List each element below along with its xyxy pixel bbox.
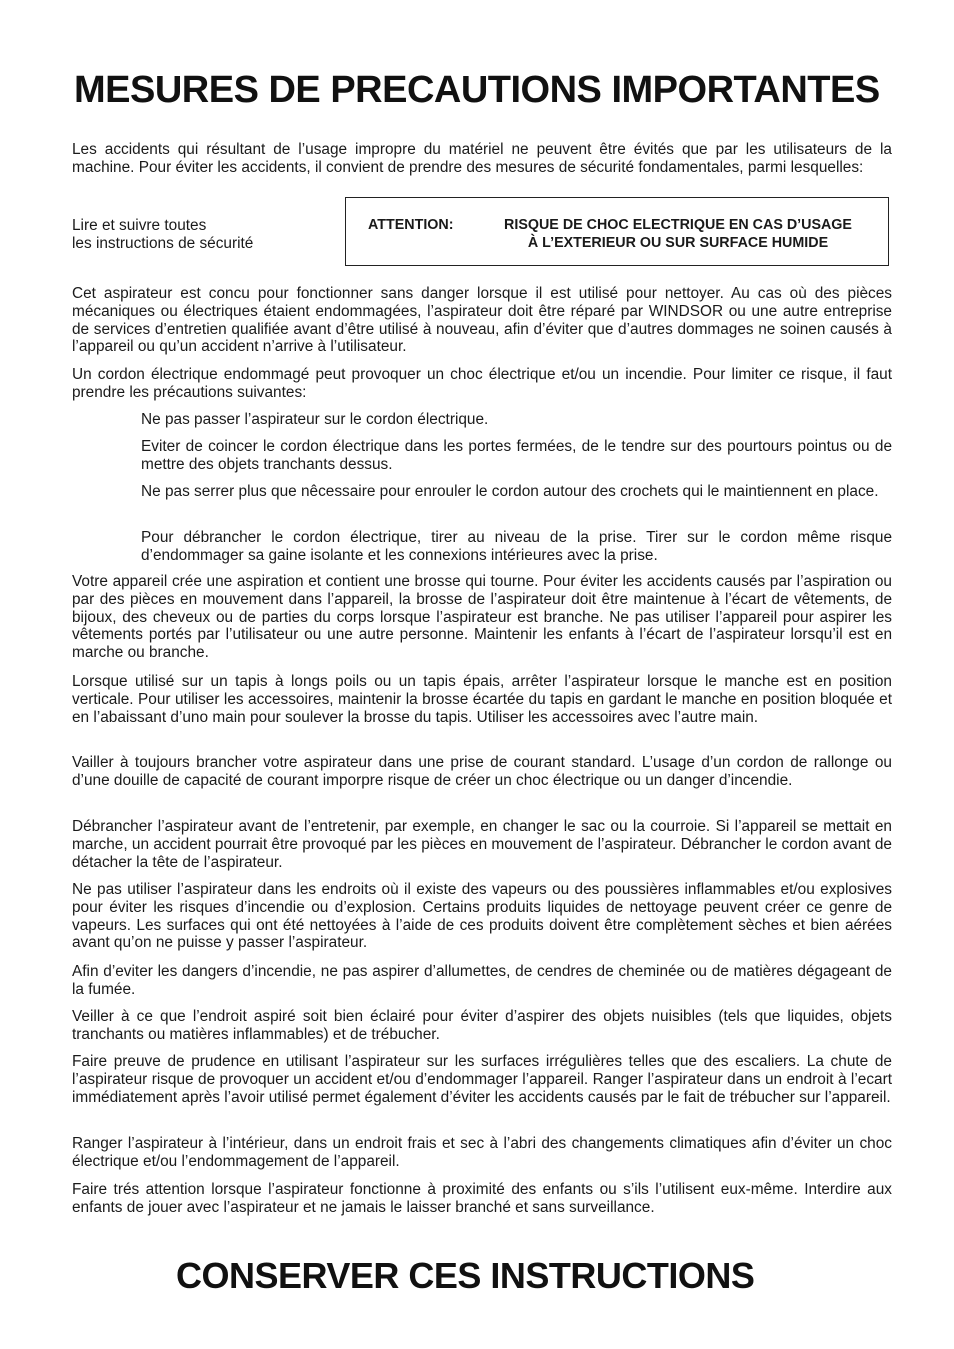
sub-item-cord-1: Ne pas passer l’aspirateur sur le cordon électrique. [141,411,489,428]
paragraph-design: Cet aspirateur est concu pour fonctionner sans danger lorsque il est utilisé pour nettoyer. Au cas où des pièces mécaniques ou électriques étaient endommagées, l’aspirateur doit être réparé par WINDSOR ou une autre entreprise de services d’entretien qualifiée avant d’être utilisé à nouveau, afin d’éviter que d’autres dommages ne soinen causés à l’appareil ou qu’un accident n’arrive à l’utilisateur. [72,285,892,356]
lead-line-1: Lire et suivre toutes [72,217,207,234]
attention-box [345,197,889,266]
page-title: MESURES DE PRECAUTIONS IMPORTANTES [74,69,880,111]
paragraph-children: Faire trés attention lorsque l’aspirateur fonctionne à proximité des enfants ou s’ils l’utilisent eux-même. Interdire aux enfants de jouer avec l’aspirateur et ne jamais le laisser branché et sans surveillance. [72,1181,892,1216]
lead-line-2: les instructions de sécurité [72,234,254,252]
attention-line-1: RISQUE DE CHOC ELECTRIQUE EN CAS D’USAGE [504,217,852,233]
paragraph-outlet: Vailler à toujours brancher votre aspirateur dans une prise de courant standard. L’usage d’un cordon de rallonge ou d’une douille de capacité de courant imporpre risque de créer un choc électrique ou un danger d’incendie. [72,754,892,789]
lead-instruction [72,217,253,253]
attention-label: ATTENTION: [368,217,454,233]
paragraph-fire: Afin d’eviter les dangers d’incendie, ne pas aspirer d’allumettes, de cendres de cheminée ou de matières dégageant de la fumée. [72,963,892,998]
attention-line-2: À L’EXTERIEUR OU SUR SURFACE HUMIDE [527,235,829,251]
intro-paragraph: Les accidents qui résultant de l’usage impropre du matériel ne peuvent être évités que par les utilisateurs de la machine. Pour éviter les accidents, il convient de prendre des mesures de sécurité fondamentales, parmi lesquelles: [72,141,892,176]
paragraph-maintenance: Débrancher l’aspirateur avant de l’entretenir, par exemple, en changer le sac ou la courroie. Si l’appareil se mettait en marche, un accident pourrait être provoqué par les pièces en mouvement de l’aspirateur. Débrancher le cordon avant de détacher la tête de l’aspirateur. [72,818,892,871]
footer-heading: CONSERVER CES INSTRUCTIONS [176,1255,755,1296]
paragraph-vapors: Ne pas utiliser l’aspirateur dans les endroits où il existe des vapeurs ou des poussières inflammables et/ou explosives pour éviter les risques d’incendie ou d’explosion. Certains produits liquides de nettoyage peuvent créer ce genre de vapeurs. Les surfaces qui ont été nettoyées à l’aide de ces produits doivent être complètement sèches et bien aérées avant qu’on ne puisse y passer l’aspirateur. [72,881,892,952]
sub-item-cord-2: Eviter de coincer le cordon électrique dans les portes fermées, de le tendre sur des pourtours pointus ou de mettre des objets tranchants dessus. [141,438,892,473]
sub-item-cord-3: Ne pas serrer plus que nêcessaire pour enrouler le cordon autour des crochets qui le maintiennent en place. [141,483,879,500]
attention-warning [473,216,883,252]
paragraph-brush: Votre appareil crée une aspiration et contient une brosse qui tourne. Pour éviter les accidents causés par l’aspiration ou par des pièces en mouvement dans l’appareil, la brosse de l’aspirateur doit être maintenue à l’écart de vêtements, de bijoux, des cheveux ou de parties du corps lorsque l’aspirateur est branche. Ne pas utiliser l’appareil pour aspirer les vêtements portés par l’utilisateur ou une autre personne. Maintenir les enfants à l’écart de l’aspirateur lorsqu’il est en marche ou branche. [72,573,892,662]
paragraph-stairs: Faire preuve de prudence en utilisant l’aspirateur sur les surfaces irrégulières telles que des escaliers. La chute de l’aspirateur risque de provoquer un accident et/ou d’endommager l’appareil. Ranger l’aspirateur dans un endroit à l’ecart immédiatement après l’avoir utilisé permet également d’éviter les accidents causés par le fait de trébucher sur l’appareil. [72,1053,892,1106]
sub-item-cord-4: Pour débrancher le cordon électrique, tirer au niveau de la prise. Tirer sur le cordon même risque d’endommager sa gaine isolante et les connexions intérieures avec la prise. [141,529,892,564]
paragraph-storage: Ranger l’aspirateur à l’intérieur, dans un endroit frais et sec à l’abri des changements climatiques afin d’éviter un choc électrique et/ou l’endommagement de l’appareil. [72,1135,892,1170]
paragraph-carpet: Lorsque utilisé sur un tapis à longs poils ou un tapis épais, arrêter l’aspirateur lorsque le manche est en position verticale. Pour utiliser les accessoires, maintenir la brosse écartée du tapis en gardant le manche en position bloquée et en l’abaissant d’uno main pour soulever la brosse du tapis. Utiliser les accessoires avec l’autre main. [72,673,892,726]
paragraph-lighting: Veiller à ce que l’endroit aspiré soit bien éclairé pour éviter d’aspirer des objets nuisibles (tels que liquides, objets tranchants ou matières inflammables) et de trébucher. [72,1008,892,1043]
paragraph-cord: Un cordon électrique endommagé peut provoquer un choc électrique et/ou un incendie. Pour limiter ce risque, il faut prendre les précautions suivantes: [72,366,892,401]
